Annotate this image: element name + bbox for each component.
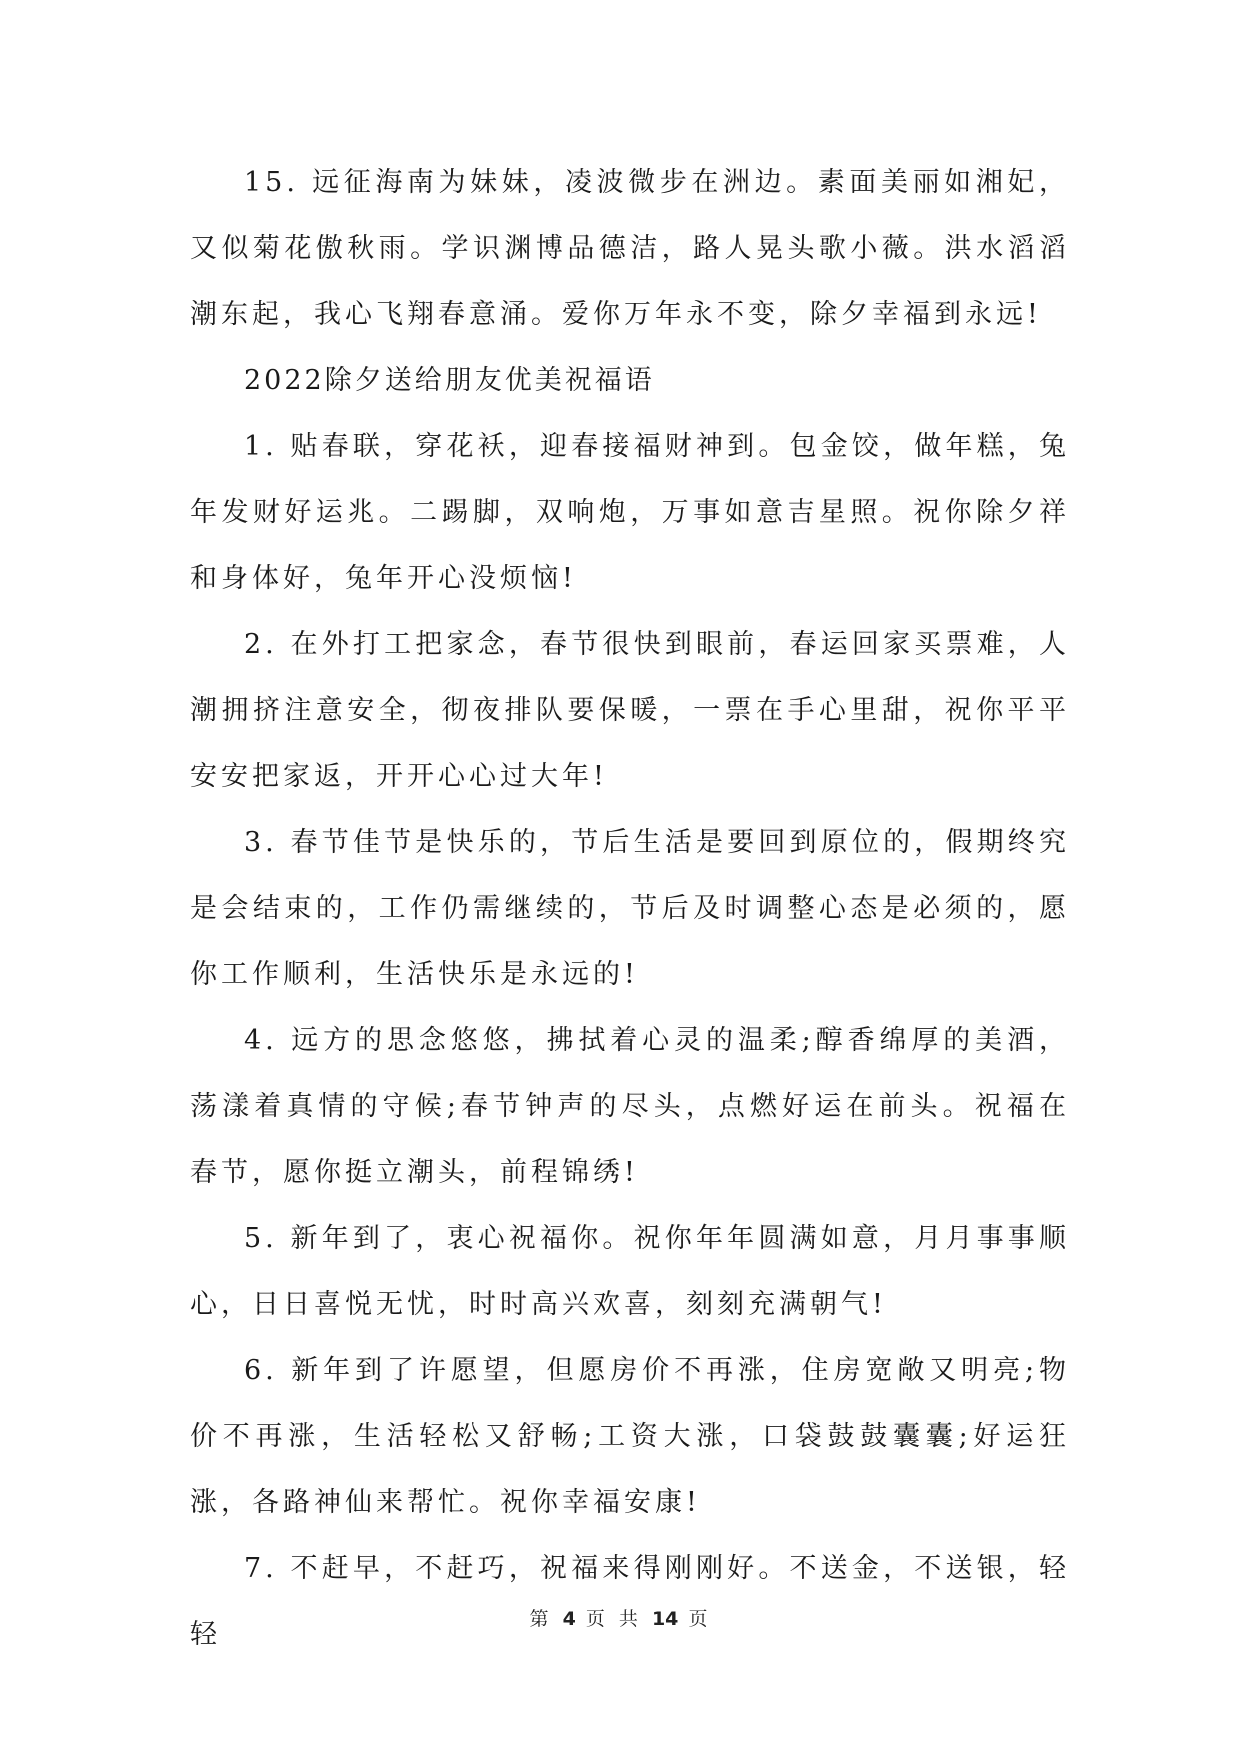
- paragraph-6: 6. 新年到了许愿望，但愿房价不再涨，住房宽敞又明亮;物价不再涨，生活轻松又舒畅;工资大涨，口袋鼓鼓囊囊;好运狂涨，各路神仙来帮忙。祝你幸福安康!: [190, 1355, 1070, 1518]
- paragraph-5: 5. 新年到了，衷心祝福你。祝你年年圆满如意，月月事事顺心，日日喜悦无忧，时时高兴欢喜，刻刻充满朝气!: [190, 1223, 1070, 1320]
- paragraph-4: 4. 远方的思念悠悠，拂拭着心灵的温柔;醇香绵厚的美酒，荡漾着真情的守候;春节钟声的尽头，点燃好运在前头。祝福在春节，愿你挺立潮头，前程锦绣!: [190, 1025, 1070, 1188]
- paragraph-1: 1. 贴春联，穿花袄，迎春接福财神到。包金饺，做年糕，兔年发财好运兆。二踢脚，双响炮，万事如意吉星照。祝你除夕祥和身体好，兔年开心没烦恼!: [190, 431, 1070, 594]
- footer-middle: 页 共: [585, 1608, 642, 1630]
- footer-prefix: 第: [529, 1608, 553, 1630]
- paragraph-15: 15. 远征海南为妹妹，凌波微步在洲边。素面美丽如湘妃，又似菊花傲秋雨。学识渊博品德洁，路人晃头歌小薇。洪水滔滔潮东起，我心飞翔春意涌。爱你万年永不变，除夕幸福到永远!: [190, 167, 1070, 330]
- paragraph-3: 3. 春节佳节是快乐的，节后生活是要回到原位的，假期终究是会结束的，工作仍需继续的，节后及时调整心态是必须的，愿你工作顺利，生活快乐是永远的!: [190, 827, 1070, 990]
- section-heading: 2022除夕送给朋友优美祝福语: [244, 365, 655, 396]
- total-pages-number: 14: [651, 1608, 679, 1630]
- paragraph-7: 7. 不赶早，不赶巧，祝福来得刚刚好。不送金，不送银，轻轻: [190, 1553, 1070, 1650]
- page-footer: [0, 1604, 1241, 1631]
- current-page-number: 4: [562, 1608, 576, 1630]
- footer-suffix: 页: [688, 1608, 712, 1630]
- document-body: [190, 150, 1070, 1668]
- paragraph-2: 2. 在外打工把家念，春节很快到眼前，春运回家买票难，人潮拥挤注意安全，彻夜排队要保暖，一票在手心里甜，祝你平平安安把家返，开开心心过大年!: [190, 629, 1070, 792]
